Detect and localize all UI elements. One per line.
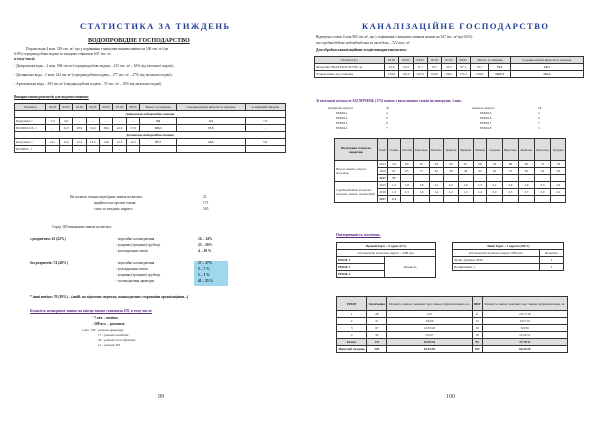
header-cell: Листопад [534, 139, 551, 161]
cell: 37/78/11 [482, 339, 567, 346]
cell: 1,3 [473, 182, 487, 189]
cell: 2 [540, 264, 564, 271]
cell: - [113, 146, 126, 153]
unclosed-title: Кількість незакритих заявок на кінець тижня становила 478, в тому числі: [30, 309, 153, 313]
cell: 67 [367, 325, 387, 332]
cell: 21 [367, 318, 387, 325]
cell: 1,6 [458, 182, 473, 189]
cell: Флокулянт PRAESTOL 853 BC, кг [315, 64, 385, 71]
header-cell: Засмічення [367, 297, 387, 311]
reagents-header: 06.05 [99, 104, 112, 111]
cell: 63 [429, 161, 443, 168]
water-line: - Дніпровська вода – 2 млн. 904 тис.м³ (середньодобова подача – 415 тис. м³ – 63% від загальної подачі); [14, 64, 174, 68]
blockage-value: 18 [538, 106, 542, 110]
noexc-item-value: 5 – 7 % [198, 267, 210, 271]
blockage-label: внутрішні мережі [328, 106, 354, 110]
reagents-header: 04.05 [73, 104, 86, 111]
cell: Коагулянт, т [15, 139, 46, 146]
cell: 59 [367, 332, 387, 339]
unclosed-line: 59 – ремонт пожгідрантів; [98, 338, 136, 342]
cell: 106,0 [427, 71, 441, 78]
cell: 10,4 [399, 64, 413, 71]
blockage-value: 7 [538, 121, 540, 125]
header-cell: РЕКМ [337, 297, 367, 311]
header-cell: Вилучення стоків на поверхню [335, 139, 378, 161]
cell: 57 [388, 175, 401, 182]
repeat-right-table [452, 242, 564, 271]
cell: 205 [367, 346, 387, 353]
cell: 44 [388, 161, 401, 168]
cell: 1,3 [388, 182, 401, 189]
reagents-header: Середньодобові витрати за тиждень [177, 104, 245, 111]
intro-line: Для обробки каналізаційних осадів використовувалось: [316, 48, 408, 52]
cell: 2017 [379, 197, 386, 201]
cell: 1,9 [519, 182, 534, 189]
cell: 67 [458, 161, 473, 168]
reagents-header: за минулий тиждень [245, 104, 286, 111]
leaks-value: 165 [203, 207, 209, 211]
cell: - [245, 125, 286, 132]
table-row [335, 161, 566, 168]
unclosed-line: 14 – ремонт ПЛ [98, 343, 121, 347]
right-page [306, 10, 590, 410]
cell: 2,1 [429, 182, 443, 189]
cell: 1,4 [429, 189, 443, 196]
cell: 98 [502, 161, 519, 168]
cell: 1,8 [413, 182, 429, 189]
cell: 1,8 [400, 182, 413, 189]
cell: 64/29/28 [482, 346, 567, 353]
cell: РЕКМ-3 [337, 271, 385, 278]
cell: 2,0 [59, 118, 72, 125]
blockage-value: 4 [538, 116, 540, 120]
header-cell: 07.05 [442, 57, 456, 64]
cell: 69 [444, 161, 459, 168]
cell: 55 [413, 161, 429, 168]
cell: 14,3 [126, 139, 139, 146]
blockage-value: 2 [538, 111, 540, 115]
cell: - [99, 146, 112, 153]
blockage-label: РЕКМ-4 [336, 126, 348, 130]
header-cell: Роки [378, 139, 388, 161]
cell: від кількості засмічень мереж 0/89 шт. [453, 250, 540, 257]
cell: 2,2 [551, 189, 566, 196]
leaks-label: з них за тиждень закрито [94, 207, 133, 211]
water-line: - Артезіанська вода – 383 тис.м³ (середньодобова подача – 55 тис. м³ – 10% від загальної подачі) [14, 82, 162, 86]
cell: Коагулянт, т [15, 118, 46, 125]
cell: - [113, 118, 126, 125]
noexc-item-label: - розладнання стиків [116, 267, 148, 271]
noexc-item-value: 1 – 1 % [198, 273, 210, 277]
header-cell: Всього за тиждень [470, 57, 510, 64]
cell: РЕКМ-1 [337, 257, 385, 264]
water-line: 6,9%) середньодобова подача за тиждень становила 647 тис. м³, [14, 52, 112, 56]
blockage-value: 5 [538, 126, 540, 130]
cell: 6/9/36 [482, 325, 567, 332]
cell: 11 [472, 311, 482, 318]
cell: 7,3 [245, 118, 286, 125]
cell: 12,5 [113, 139, 126, 146]
reagents-title: Використання реагентів для водопостачання: [14, 95, 89, 99]
cell: Разом: [337, 339, 367, 346]
cell: 11,0 [59, 139, 72, 146]
cell: 69 [400, 161, 413, 168]
reagents-header: 08.05 [126, 104, 139, 111]
exc-item-value: 14 – 34% [198, 237, 213, 241]
cell: 1,3 [458, 189, 473, 196]
reagents-header: 03.05 [59, 104, 72, 111]
header-cell: 05.05 [427, 57, 441, 64]
cell: 2,3 [534, 182, 551, 189]
cell: - [59, 146, 72, 153]
exc-item-label: - розладнання стиків [116, 249, 148, 253]
reagents-group: Дніпровська водопровідна станція [15, 111, 286, 118]
cell: 12/53/43 [387, 325, 472, 332]
cell: 12,2 [73, 139, 86, 146]
cell: 4,5 [177, 118, 245, 125]
cell: 13,2 [86, 139, 99, 146]
noexc-item-label: - розриви (тріщини) трубопр. [116, 273, 161, 277]
cell: - [126, 146, 139, 153]
cell: 2/3/27 [387, 332, 472, 339]
cell: 12,5 [177, 139, 245, 146]
cell: 10,3 [510, 64, 583, 71]
blockage-label: зовнішні мережі [472, 106, 495, 110]
cell: 2,6 [551, 182, 566, 189]
blockage-label: РЕКМ-2 [336, 116, 348, 120]
leaks-label: надійшло на протязі тижня [94, 201, 136, 205]
cell: 2,7 [519, 189, 534, 196]
cell: 75,3 [489, 64, 510, 71]
exc-item-value: 4 – 10 % [198, 249, 212, 253]
cell: 14,0 [99, 139, 112, 146]
unclosed-line: 17 – ремонт колодязів; [98, 333, 130, 337]
cell: 71 [413, 168, 429, 175]
table-row [315, 64, 584, 71]
cell: 1,3 [388, 189, 401, 196]
blockage-label: РЕКМ-6 [480, 116, 492, 120]
table-row [15, 146, 286, 153]
cell: 2,0 [487, 189, 502, 196]
cell: 2,5 [502, 189, 519, 196]
table-row [337, 325, 568, 332]
header-cell: ШІР [472, 297, 482, 311]
cell: ПОЛІХЛ.СЛ., т [15, 125, 46, 132]
cell: 3 [337, 325, 367, 332]
sludge-reagent-table [314, 56, 584, 78]
cell: Помирбанків, 1 [453, 264, 540, 271]
without-excavation: без розриттів: 74 (40%) [30, 261, 68, 265]
cell: - [86, 146, 99, 153]
cell: 97,1 [456, 64, 470, 71]
table-row [335, 182, 566, 189]
header-cell: Серпень [487, 139, 502, 161]
cell: 2015 [379, 183, 386, 187]
blockage-label: РЕКМ-7 [480, 121, 492, 125]
exc-item-label: - розриви (тріщини) трубопр. [116, 243, 161, 247]
leaks-label: На початок тижня перехідних заявок на витікп: [70, 195, 143, 199]
reagents-group: Деснянська водопровідна станція [15, 132, 286, 139]
cell: 109 [472, 346, 482, 353]
cell: від кількості засмічень мереж – 0/88 шт. [337, 250, 436, 257]
cell: 2 [337, 318, 367, 325]
header-cell: Липень [473, 139, 487, 161]
water-section-title: ВОДОПРОВІДНЕ ГОСПОДАРСТВО [88, 38, 190, 44]
cell: 103,1 [140, 125, 177, 132]
cell: 159,1 [442, 71, 456, 78]
reagents-header: Реагенти [15, 104, 46, 111]
cell: 64 [534, 168, 551, 175]
intro-line: та середньодобове водовідведення за тиждень – 712 тис. м³ [316, 41, 410, 45]
cell: 63 [487, 161, 502, 168]
cell: 11,8 [59, 125, 72, 132]
header-cell: 08.05 [456, 57, 470, 64]
unclosed-line: з них: 158 – ремонт арматури; [82, 328, 125, 332]
cell: 1047,3 [489, 71, 510, 78]
header-cell: Середньодобові витрати за тиждень [510, 57, 583, 64]
intro-line: Відведено стоків 4 млн 982 тис.м³, що у порівнянні з минулим тижнем менше на 527 тис. м³ (на 9,6%) [316, 35, 473, 39]
cell: Кількість [540, 250, 564, 257]
header-cell: Кількість заявок/ днешних черг заявок/ відремонтовано, ш. [387, 297, 472, 311]
header-cell: Грудень [551, 139, 566, 161]
header-cell: Реагенти (т) [315, 57, 385, 64]
blockage-label: РЕКМ-8 [480, 126, 492, 130]
rekm-table [336, 296, 568, 353]
cell: 18,6 [99, 125, 112, 132]
cell: 75 [502, 168, 519, 175]
cell: 15,0 [384, 64, 398, 71]
header-cell: Червень [458, 139, 473, 161]
cell: 40/44/59 [387, 346, 472, 353]
noexc-item-value: 27 – 37% [198, 261, 213, 265]
table-row [15, 139, 286, 146]
cell: 1,6 [413, 189, 429, 196]
cell: 83 [519, 168, 534, 175]
cell: 12/24/51 [482, 332, 567, 339]
header-cell: 04.05 [413, 57, 427, 64]
monthly-table [334, 138, 566, 203]
cell: 58 [551, 168, 566, 175]
cell: 13 [472, 318, 482, 325]
header-cell: 03.05 [399, 57, 413, 64]
table-row [337, 346, 568, 353]
cell: 61 [388, 168, 401, 175]
cell: 9,0 [140, 118, 177, 125]
blockage-value: 0 [386, 116, 388, 120]
reagents-header: 02.05 [46, 104, 59, 111]
row-group: Середньодобова кількість вилучень заявок, штуки/добу [335, 182, 378, 203]
cell: 46 [458, 168, 473, 175]
table-row [15, 118, 286, 125]
cell: - [46, 125, 59, 132]
repeat-title: Повторюваність засмічень: [336, 233, 381, 237]
table-row [15, 125, 286, 132]
table-row [337, 318, 568, 325]
cell: 159,0 [384, 71, 398, 78]
table-row [337, 332, 568, 339]
cell: - [73, 118, 86, 125]
cell: 10,1 [46, 139, 59, 146]
cell: - [140, 146, 177, 153]
other-leaks: * інші витікп: 70 (38%) – (найб. на відомчих мережах, пошкоджених сторонніми організаціями...) [30, 295, 189, 299]
page-number: 100 [446, 394, 455, 400]
cell: 4 [337, 332, 367, 339]
cell: 68 [473, 161, 487, 168]
reagents-table [14, 103, 286, 153]
cell: - [86, 118, 99, 125]
leaks-value: 171 [203, 201, 209, 205]
cell: 10,7 [470, 64, 488, 71]
table-row [315, 71, 584, 78]
cell: 2,1 [487, 182, 502, 189]
water-line: - Деснянська вода – 1 млн. 242 тис.м³ (середньодобова подача – 177 тис. м³ – 27% від загальної подачі); [14, 73, 173, 77]
header-cell: Січень [388, 139, 401, 161]
cell: Хлорне вапно на установку [315, 71, 385, 78]
cell: 2016 [379, 169, 386, 173]
cell: - [126, 118, 139, 125]
cell: - [73, 146, 86, 153]
cell: 99 [519, 161, 534, 168]
cell: РЕКМ-2 [337, 264, 385, 271]
unclosed-line: - 208 вст. – ремонти; [92, 322, 125, 326]
cell: 17,8 [126, 125, 139, 132]
cell: 30 [472, 325, 482, 332]
cell: 2,2 [444, 182, 459, 189]
cell: 143,0 [399, 71, 413, 78]
page-title: СТАТИСТИКА ЗА ТИЖДЕНЬ [80, 21, 231, 31]
row-group: Всього заявок, штуки/тиждень [335, 161, 378, 182]
cell: - [99, 118, 112, 125]
cell: 78 [551, 161, 566, 168]
cell: 11,7 [413, 64, 427, 71]
cell: 7,0 [46, 118, 59, 125]
blockage-label: РЕКМ-1 [336, 111, 348, 115]
header-cell: Квітень [429, 139, 443, 161]
exc-item-label: - корозійні пошкодження [116, 237, 155, 241]
cell: Минулий тиждень [338, 347, 366, 351]
noexc-item-label: - корозійні пошкодження [116, 261, 155, 265]
cell: 1,4 [473, 189, 487, 196]
cell: 132,2 [510, 71, 583, 78]
cell: 2,1 [388, 196, 401, 203]
cell: - [245, 146, 286, 153]
leaks-value: 21 [203, 195, 207, 199]
exc-item-value: 23 – 56% [198, 243, 213, 247]
blockage-title: Зі загальної кількості ЗАСМІЧЕНЬ (175) заявок з вилученням стоків на поверхню, з них: [316, 99, 462, 103]
cell: 38 [444, 168, 459, 175]
header-cell: Березень [413, 139, 429, 161]
closed-total: Серед 185 виконаних заявок на витікп: [52, 225, 112, 229]
cell: 2 [540, 257, 564, 264]
noexc-item-value: 41 – 55 % [198, 279, 214, 283]
cell: 62 [487, 168, 502, 175]
cell: 28 [367, 311, 387, 318]
water-line: в тому числі: [14, 57, 36, 61]
blockage-value: 6 [386, 121, 388, 125]
page-number: 99 [158, 394, 164, 400]
header-cell: Правий берег – 0 адрес (0%) [337, 243, 436, 250]
blockage-value: 7 [386, 126, 388, 130]
cell: 149,0 [470, 71, 488, 78]
cell: 95 [472, 339, 482, 346]
cell: 75 [534, 161, 551, 168]
with-excavation: з розриттям: 41 (22%) [30, 237, 66, 241]
cell: 16,9 [113, 125, 126, 132]
cell: 10/17/16 [482, 311, 567, 318]
header-cell: Жовтень [519, 139, 534, 161]
cell: 0/0 [387, 311, 472, 318]
cell: 2016 [379, 190, 386, 194]
cell: 1,5 [400, 189, 413, 196]
repeat-left-table [336, 242, 436, 278]
cell: Кількість [385, 257, 436, 278]
cell: 18 [472, 332, 482, 339]
table-row [337, 311, 568, 318]
cell: 2015 [379, 162, 386, 166]
cell: 2017 [379, 176, 386, 180]
cell: - [46, 146, 59, 153]
water-line: Подано води 4 млн. 529 тис. м³, що у порівнянні з минулим тижнем менше на 106 тис. м³ (на [26, 47, 169, 51]
unclosed-line: - 7 авт. – витікп; [92, 316, 119, 320]
cell: 19,0 [86, 125, 99, 132]
cell: 42 [429, 168, 443, 175]
cell: 10,7 [427, 64, 441, 71]
header-cell: Травень [444, 139, 459, 161]
noexc-item-label: - пошкодження арматури [116, 279, 155, 283]
reagents-header: 05.05 [86, 104, 99, 111]
blockage-label: РЕКМ-3 [336, 121, 348, 125]
cell: 9,9 [245, 139, 286, 146]
cell: 63 [400, 168, 413, 175]
cell: 175 [367, 339, 387, 346]
table-row [337, 339, 568, 346]
cell: 2,0 [534, 189, 551, 196]
reagents-header: Всього за тиждень [140, 104, 177, 111]
cell: 17,5 [177, 125, 245, 132]
reagents-header: 07.05 [113, 104, 126, 111]
cell: 18,9 [73, 125, 86, 132]
header-cell: Вересень [502, 139, 519, 161]
header-cell: Лівий берег – 2 адреси (100%) [453, 243, 564, 250]
header-cell: Лютий [400, 139, 413, 161]
header-cell: 02.05 [384, 57, 398, 64]
cell: ПОЛІХЛ., т [15, 146, 46, 153]
blockage-value: 25 [386, 106, 390, 110]
left-page [8, 10, 292, 410]
blockage-label: РЕКМ-5 [480, 111, 492, 115]
cell: - [177, 146, 245, 153]
cell: 171,2 [456, 71, 470, 78]
cell: 9/27/10 [482, 318, 567, 325]
page-title: КАНАЛІЗАЦІЙНЕ ГОСПОДАРСТВО [362, 21, 550, 31]
cell: 42 [473, 168, 487, 175]
cell: 1,2 [444, 189, 459, 196]
cell: 87,7 [140, 139, 177, 146]
cell: 10,5 [442, 64, 456, 71]
cell: 2,9 [502, 182, 519, 189]
cell: Злуки, будинок 18/29 [453, 257, 540, 264]
cell: 20/29/18 [387, 339, 472, 346]
cell: 3/4/60 [387, 318, 472, 325]
cell: 107,0 [413, 71, 427, 78]
blockage-value: 4 [386, 111, 388, 115]
cell: 1 [337, 311, 367, 318]
header-cell: Кількість заявок/ днешних черг заявок/ відремонтовано, ш. [482, 297, 567, 311]
